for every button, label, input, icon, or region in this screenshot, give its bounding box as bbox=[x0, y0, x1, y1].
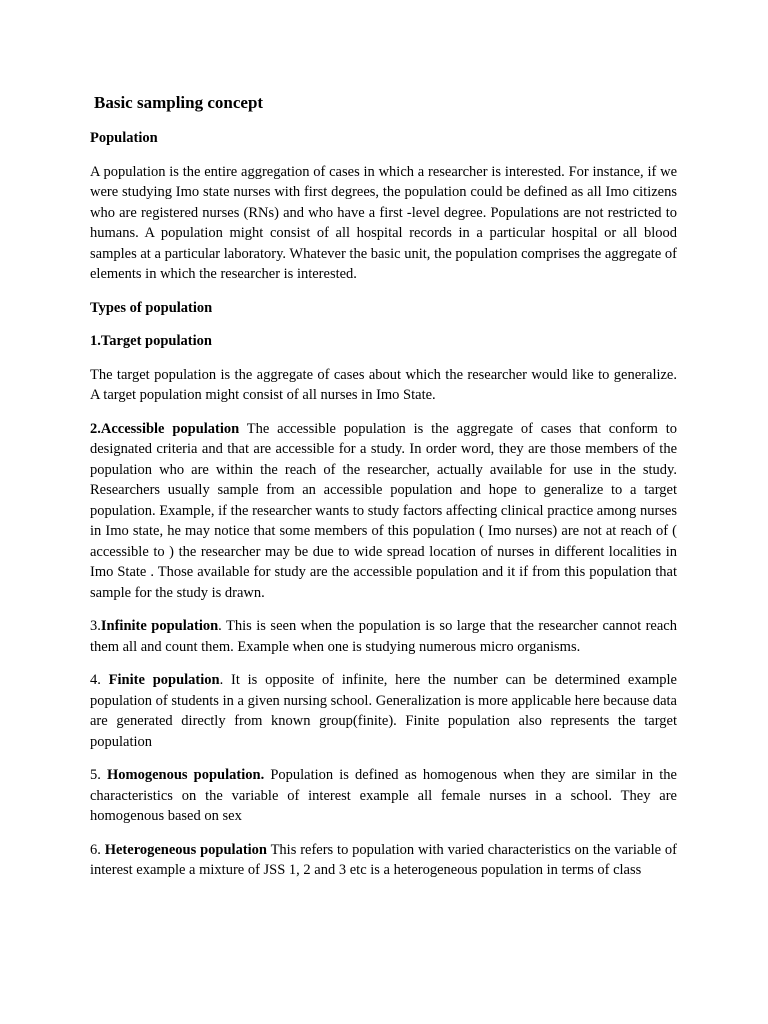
heterogeneous-population-text: This refers to population with varied characteristics on the variable of interest example a mixture of JSS 1, 2 and 3 etc is a heterogeneous population in terms of class bbox=[90, 841, 677, 878]
homogenous-population-paragraph bbox=[90, 765, 677, 827]
target-population-paragraph: The target population is the aggregate of cases about which the researcher would like to generalize. A target population might consist of all nurses in Imo State. bbox=[90, 366, 677, 403]
types-of-population-heading: Types of population bbox=[90, 299, 213, 316]
infinite-population-text: . This is seen when the population is so large that the researcher cannot reach them all and count them. Example when one is studying numerous micro organisms. bbox=[90, 618, 677, 655]
infinite-population-number: 3. bbox=[90, 618, 101, 634]
document-body bbox=[90, 92, 677, 894]
accessible-population-text: The accessible population is the aggregate of cases that conform to designated criteria and that are accessible for a study. In order word, they are those members of the population who are within the reach of the researcher, actually available for use in the study. Researchers usually sample from an accessible population and hope to generalize to a target population. Example, if the researcher wants to study factors affecting clinical practice among nurses in Imo state, he may notice that some members of this population ( Imo nurses) are not at reach of ( accessible to ) the researcher may be due to wide spread location of nurses in different localities in Imo State . Those available for study are the accessible population and it if from this population that sample for the study is drawn. bbox=[90, 420, 678, 601]
population-paragraph: A population is the entire aggregation of cases in which a researcher is interested. For instance, if we were studying Imo state nurses with first degrees, the population could be defined as all Imo citizens who are registered nurses (RNs) and who have a first -level degree. Populations are not restricted to humans. A population might consist of all hospital records in a particular hospital or all blood samples at a particular laboratory. Whatever the basic unit, the population comprises the aggregate of elements in which the researcher is interested. bbox=[90, 163, 677, 282]
finite-population-label: Finite population bbox=[108, 672, 220, 688]
finite-population-number: 4. bbox=[90, 672, 109, 688]
infinite-population-label: Infinite population bbox=[100, 618, 219, 634]
finite-population-paragraph bbox=[90, 670, 677, 752]
accessible-population-label: 2.Accessible population bbox=[90, 420, 240, 437]
population-heading: Population bbox=[90, 130, 158, 146]
heterogeneous-population-label: Heterogeneous population bbox=[104, 841, 267, 858]
target-population-heading: 1.Target population bbox=[90, 333, 212, 349]
finite-population-text: . It is opposite of infinite, here the number can be determined example population of students in a given nursing school. Generalization is more applicable here because data are generated directly from known group(finite). Finite population also represents the target population bbox=[90, 672, 677, 750]
heterogeneous-population-number: 6. bbox=[90, 841, 105, 858]
homogenous-population-number: 5. bbox=[90, 767, 107, 783]
heterogeneous-population-paragraph bbox=[90, 840, 677, 881]
infinite-population-paragraph bbox=[90, 616, 677, 657]
document-title: Basic sampling concept bbox=[94, 93, 264, 112]
accessible-population-paragraph bbox=[90, 419, 677, 604]
homogenous-population-text: Population is defined as homogenous when they are similar in the characteristics on the variable of interest example all female nurses in a school. They are homogenous based on sex bbox=[90, 767, 677, 824]
homogenous-population-label: Homogenous population. bbox=[107, 767, 265, 783]
